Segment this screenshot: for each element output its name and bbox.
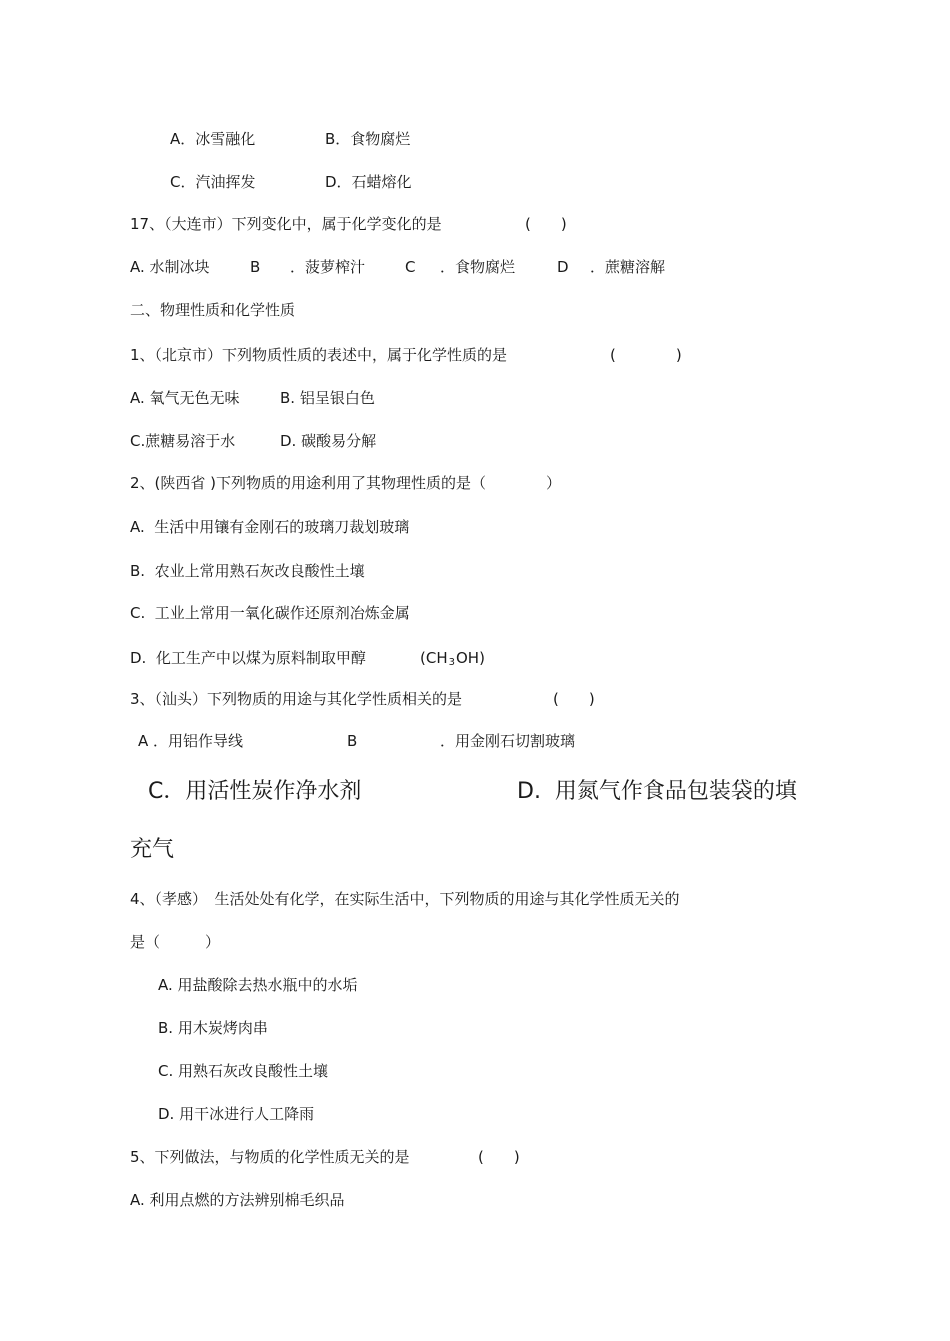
section-title: 二、物理性质和化学性质 [130, 301, 296, 319]
q3-option-b-text: ．用金刚石切割玻璃 [440, 732, 576, 750]
q16-option-d: D．石蜡熔化 [325, 173, 412, 191]
formula-part-1: (CH [420, 649, 448, 667]
q3-option-b-letter: B [347, 732, 358, 750]
q17-option-d-text: ．蔗糖溶解 [590, 258, 666, 276]
q1-option-d: D. 碳酸易分解 [280, 432, 377, 450]
q3-option-a: A ．用铝作导线 [138, 732, 244, 750]
q4-option-c: C. 用熟石灰改良酸性土壤 [158, 1062, 329, 1080]
q17-option-c-letter: C [405, 258, 416, 276]
q3-option-d: D. 用氮气作食品包装袋的填 [517, 779, 797, 804]
q2-option-d: D. 化工生产中以煤为原料制取甲醇 [130, 649, 366, 667]
q17-option-a: A. 水制冰块 [130, 258, 210, 276]
q4-stem: 4、（孝感） 生活处处有化学，在实际生活中，下列物质的用途与其化学性质无关的 [130, 890, 680, 908]
q1-option-a: A. 氧气无色无味 [130, 389, 240, 407]
q17-option-b-letter: B [250, 258, 261, 276]
q2-option-a: A. 生活中用镶有金刚石的玻璃刀裁划玻璃 [130, 518, 410, 536]
q2-option-c: C. 工业上常用一氧化碳作还原剂冶炼金属 [130, 604, 410, 622]
q3-answer-blank: ( ) [553, 690, 595, 708]
formula-part-2: OH) [455, 649, 485, 667]
q17-answer-blank: ( ) [525, 215, 567, 233]
q2-stem: 2、(陕西省 )下列物质的用途利用了其物理性质的是（ ） [130, 474, 562, 492]
q5-option-a: A. 利用点燃的方法辨别棉毛织品 [130, 1191, 345, 1209]
q17-option-b-text: ．菠萝榨汁 [290, 258, 366, 276]
q16-option-b: B．食物腐烂 [325, 130, 411, 148]
q3-option-c: C．用活性炭作净水剂 [148, 779, 362, 804]
q3-stem: 3、（汕头）下列物质的用途与其化学性质相关的是 [130, 690, 463, 708]
q1-option-b: B. 铝呈银白色 [280, 389, 375, 407]
q4-option-a: A. 用盐酸除去热水瓶中的水垢 [158, 976, 358, 994]
q3-option-d-continued: 充气 [130, 837, 175, 862]
q17-option-d-letter: D [557, 258, 569, 276]
q4-option-d: D. 用干冰进行人工降雨 [158, 1105, 315, 1123]
q1-stem: 1、（北京市）下列物质性质的表述中，属于化学性质的是 [130, 346, 508, 364]
q17-option-c-text: ．食物腐烂 [440, 258, 516, 276]
q1-answer-blank: ( ) [610, 346, 682, 364]
q2-option-b: B. 农业上常用熟石灰改良酸性土壤 [130, 562, 365, 580]
q5-stem: 5、下列做法，与物质的化学性质无关的是 [130, 1148, 410, 1166]
q1-option-c: C.蔗糖易溶于水 [130, 432, 236, 450]
q4-stem-continued: 是（ ） [130, 933, 221, 951]
formula-subscript: 3 [448, 657, 455, 668]
q16-option-a: A．冰雪融化 [170, 130, 256, 148]
q17-stem: 17、（大连市）下列变化中，属于化学变化的是 [130, 215, 442, 233]
q5-answer-blank: ( ) [478, 1148, 520, 1166]
q16-option-c: C．汽油挥发 [170, 173, 256, 191]
q2-option-d-formula [420, 648, 485, 673]
q4-option-b: B. 用木炭烤肉串 [158, 1019, 268, 1037]
